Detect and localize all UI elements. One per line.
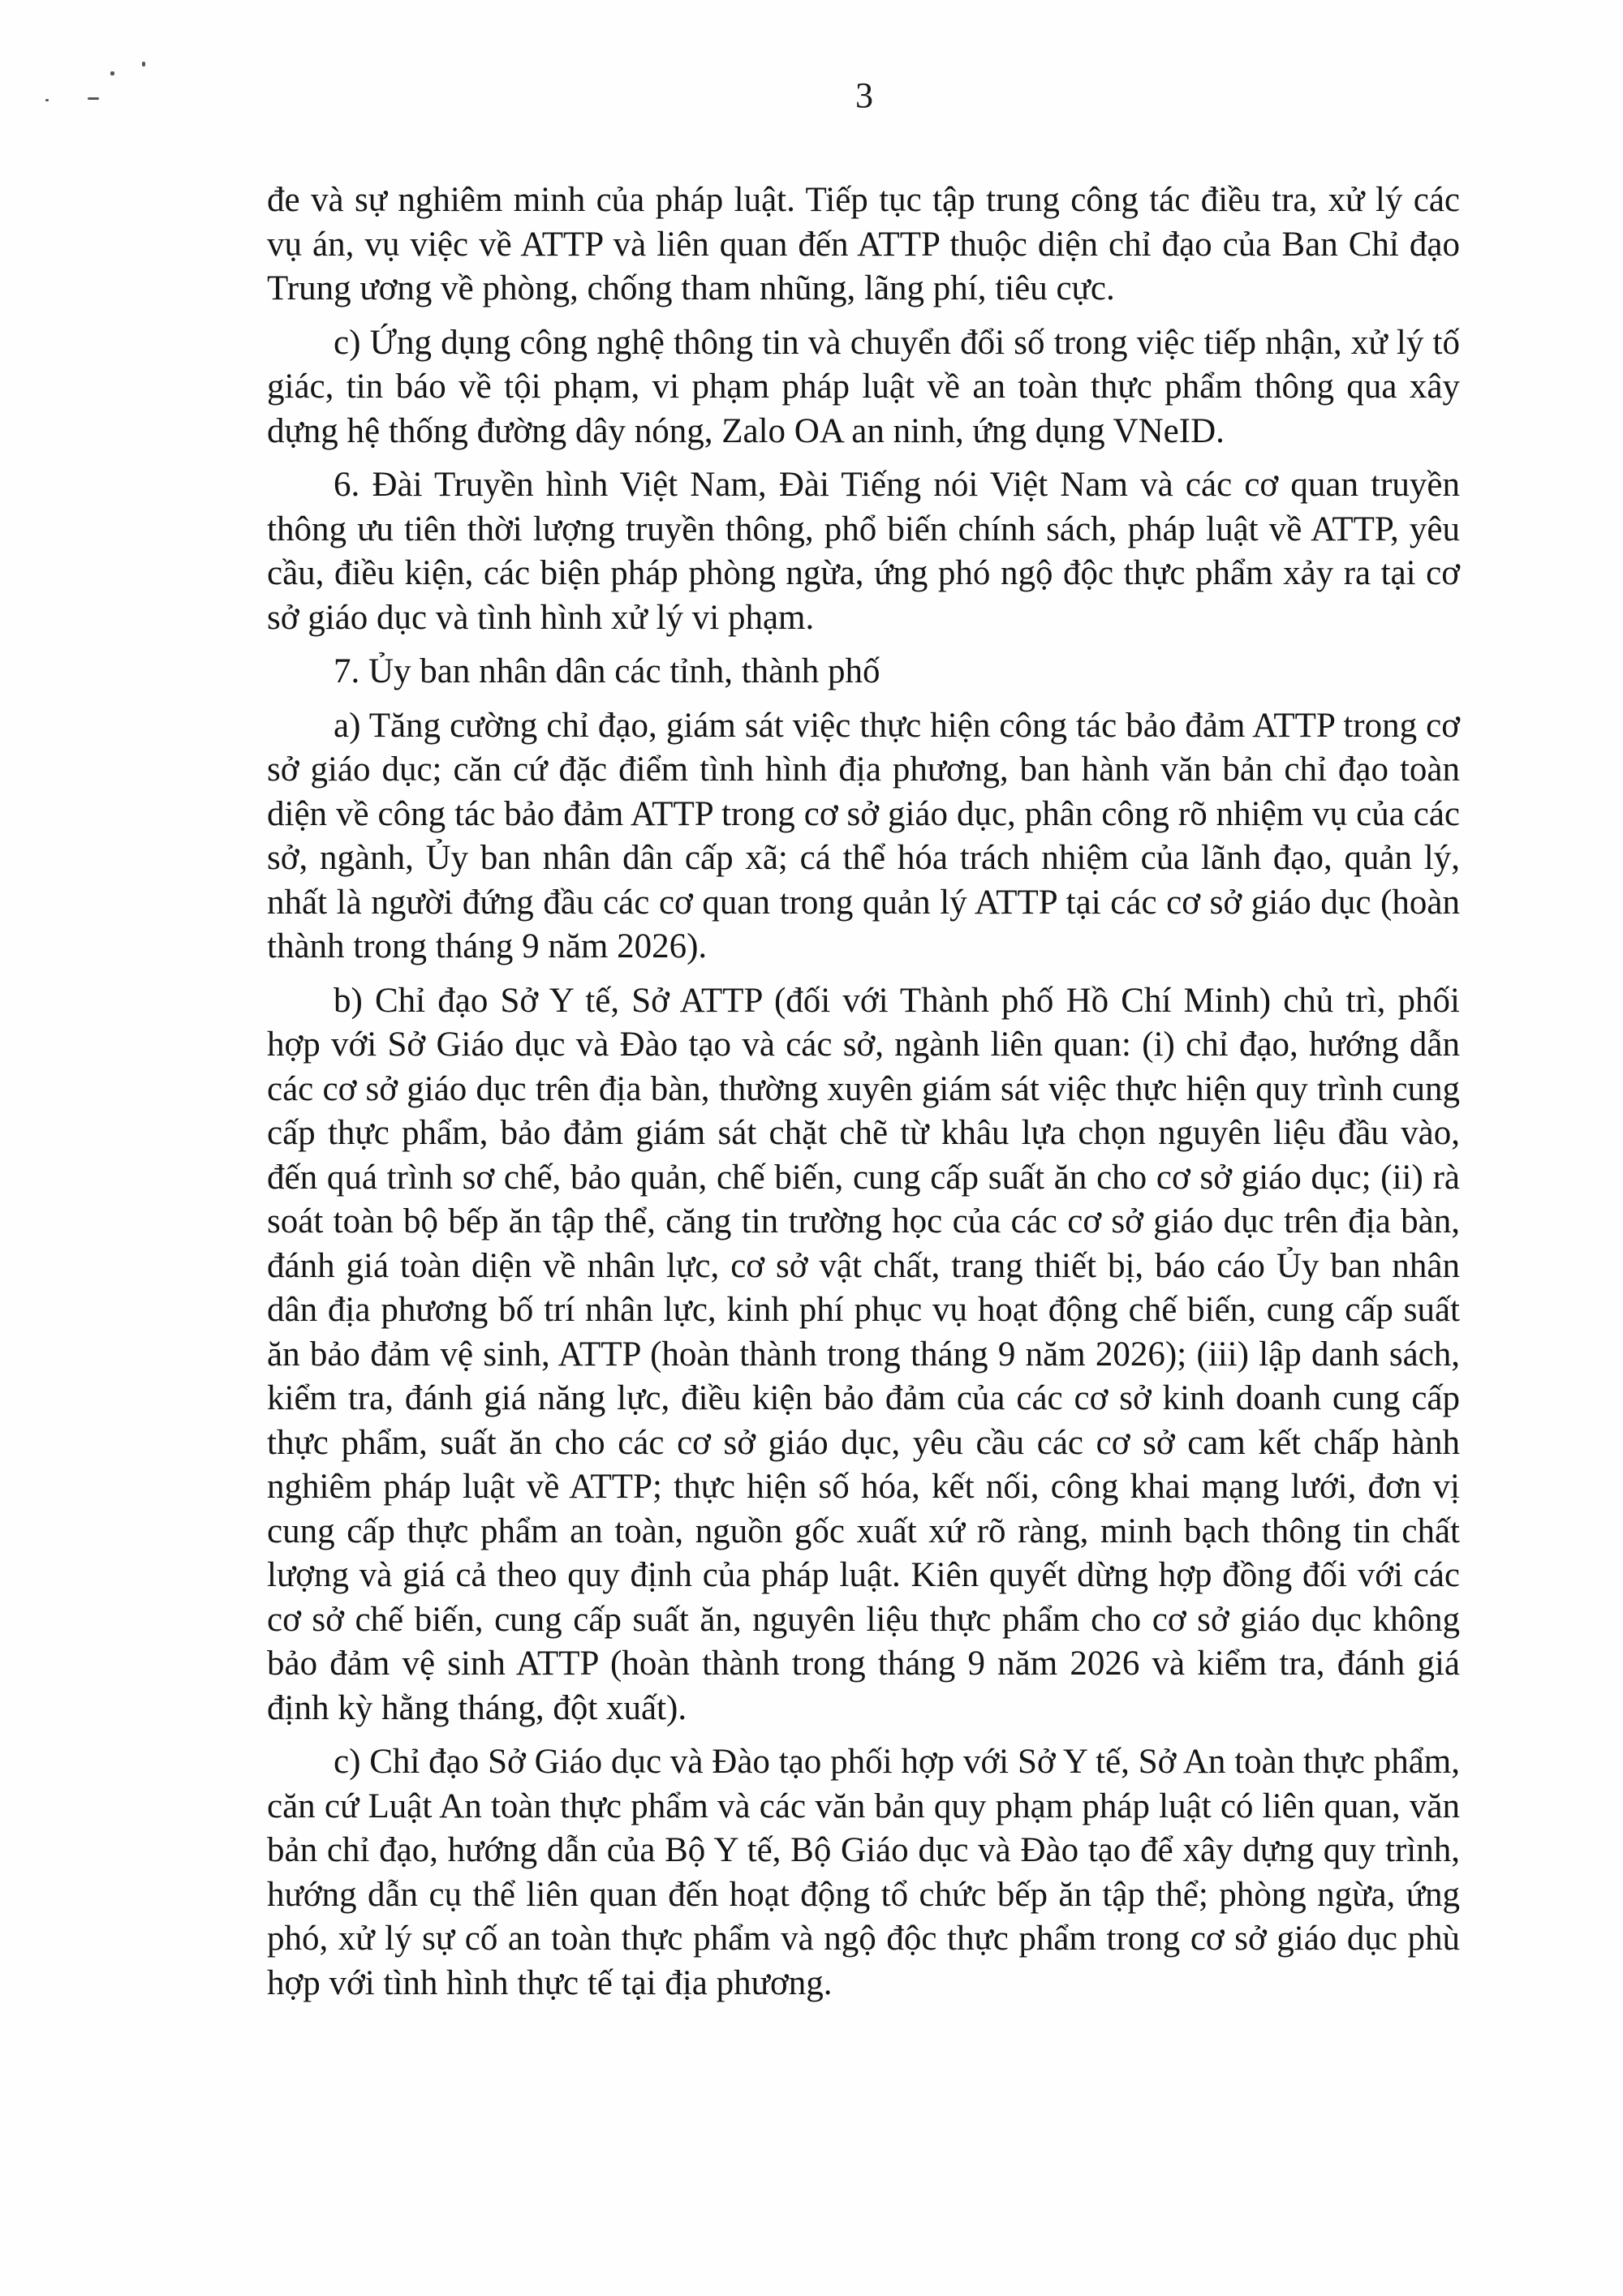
paragraph-item-7c: c) Chỉ đạo Sở Giáo dục và Đào tạo phối hợp với Sở Y tế, Sở An toàn thực phẩm, căn cứ Luật An toàn thực phẩm và các văn bản quy phạm pháp luật có liên quan, văn bản chỉ đạo, hướng dẫn của Bộ Y tế, Bộ Giáo dục và Đào tạo để xây dựng quy trình, hướng dẫn cụ thể liên quan đến hoạt động tổ chức bếp ăn tập thể; phòng ngừa, ứng phó, xử lý sự cố an toàn thực phẩm và ngộ độc thực phẩm trong cơ sở giáo dục phù hợp với tình hình thực tế tại địa phương. xyxy=(267,1743,1460,2002)
scan-speck xyxy=(45,99,49,101)
paragraph-item-7a: a) Tăng cường chỉ đạo, giám sát việc thực hiện công tác bảo đảm ATTP trong cơ sở giáo dục; căn cứ đặc điểm tình hình địa phương, ban hành văn bản chỉ đạo toàn diện về công tác bảo đảm ATTP trong cơ sở giáo dục, phân công rõ nhiệm vụ của các sở, ngành, Ủy ban nhân dân cấp xã; cá thể hóa trách nhiệm của lãnh đạo, quản lý, nhất là người đứng đầu các cơ quan trong quản lý ATTP tại các cơ sở giáo dục (hoàn thành trong tháng 9 năm 2026). xyxy=(267,706,1460,965)
paragraph-item-6: 6. Đài Truyền hình Việt Nam, Đài Tiếng nói Việt Nam và các cơ quan truyền thông ưu tiên thời lượng truyền thông, phổ biến chính sách, pháp luật về ATTP, yêu cầu, điều kiện, các biện pháp phòng ngừa, ứng phó ngộ độc thực phẩm xảy ra tại cơ sở giáo dục và tình hình xử lý vi phạm. xyxy=(267,466,1460,637)
page-number: 3 xyxy=(855,75,873,115)
body-text xyxy=(267,178,1460,2015)
paragraph-item-7b: b) Chỉ đạo Sở Y tế, Sở ATTP (đối với Thành phố Hồ Chí Minh) chủ trì, phối hợp với Sở Giáo dục và Đào tạo và các sở, ngành liên quan: (i) chỉ đạo, hướng dẫn các cơ sở giáo dục trên địa bàn, thường xuyên giám sát việc thực hiện quy trình cung cấp thực phẩm, bảo đảm giám sát chặt chẽ từ khâu lựa chọn nguyên liệu đầu vào, đến quá trình sơ chế, bảo quản, chế biến, cung cấp suất ăn cho cơ sở giáo dục; (ii) rà soát toàn bộ bếp ăn tập thể, căng tin trường học của các cơ sở giáo dục trên địa bàn, đánh giá toàn diện về nhân lực, cơ sở vật chất, trang thiết bị, báo cáo Ủy ban nhân dân địa phương bố trí nhân lực, kinh phí phục vụ hoạt động chế biến, cung cấp suất ăn bảo đảm vệ sinh, ATTP (hoàn thành trong tháng 9 năm 2026); (iii) lập danh sách, kiểm tra, đánh giá năng lực, điều kiện bảo đảm của các cơ sở kinh doanh cung cấp thực phẩm, suất ăn cho các cơ sở giáo dục, yêu cầu các cơ sở cam kết chấp hành nghiêm pháp luật về ATTP; thực hiện số hóa, kết nối, công khai mạng lưới, đơn vị cung cấp thực phẩm an toàn, nguồn gốc xuất xứ rõ ràng, minh bạch thông tin chất lượng và giá cả theo quy định của pháp luật. Kiên quyết dừng hợp đồng đối với các cơ sở chế biến, cung cấp suất ăn, nguyên liệu thực phẩm cho cơ sở giáo dục không bảo đảm vệ sinh ATTP (hoàn thành trong tháng 9 năm 2026 và kiểm tra, đánh giá định kỳ hằng tháng, đột xuất). xyxy=(267,981,1460,1727)
scan-speck xyxy=(88,97,99,100)
paragraph-continuation: đe và sự nghiêm minh của pháp luật. Tiếp tục tập trung công tác điều tra, xử lý các vụ án, vụ việc về ATTP và liên quan đến ATTP thuộc diện chỉ đạo của Ban Chỉ đạo Trung ương về phòng, chống tham nhũng, lãng phí, tiêu cực. xyxy=(267,181,1460,307)
paragraph-item-5c: c) Ứng dụng công nghệ thông tin và chuyển đổi số trong việc tiếp nhận, xử lý tố giác, tin báo về tội phạm, vi phạm pháp luật về an toàn thực phẩm thông qua xây dựng hệ thống đường dây nóng, Zalo OA an ninh, ứng dụng VNeID. xyxy=(267,323,1460,450)
scan-speck xyxy=(110,71,114,75)
scan-speck xyxy=(142,62,145,67)
paragraph-item-7-heading: 7. Ủy ban nhân dân các tỉnh, thành phố xyxy=(334,652,880,690)
